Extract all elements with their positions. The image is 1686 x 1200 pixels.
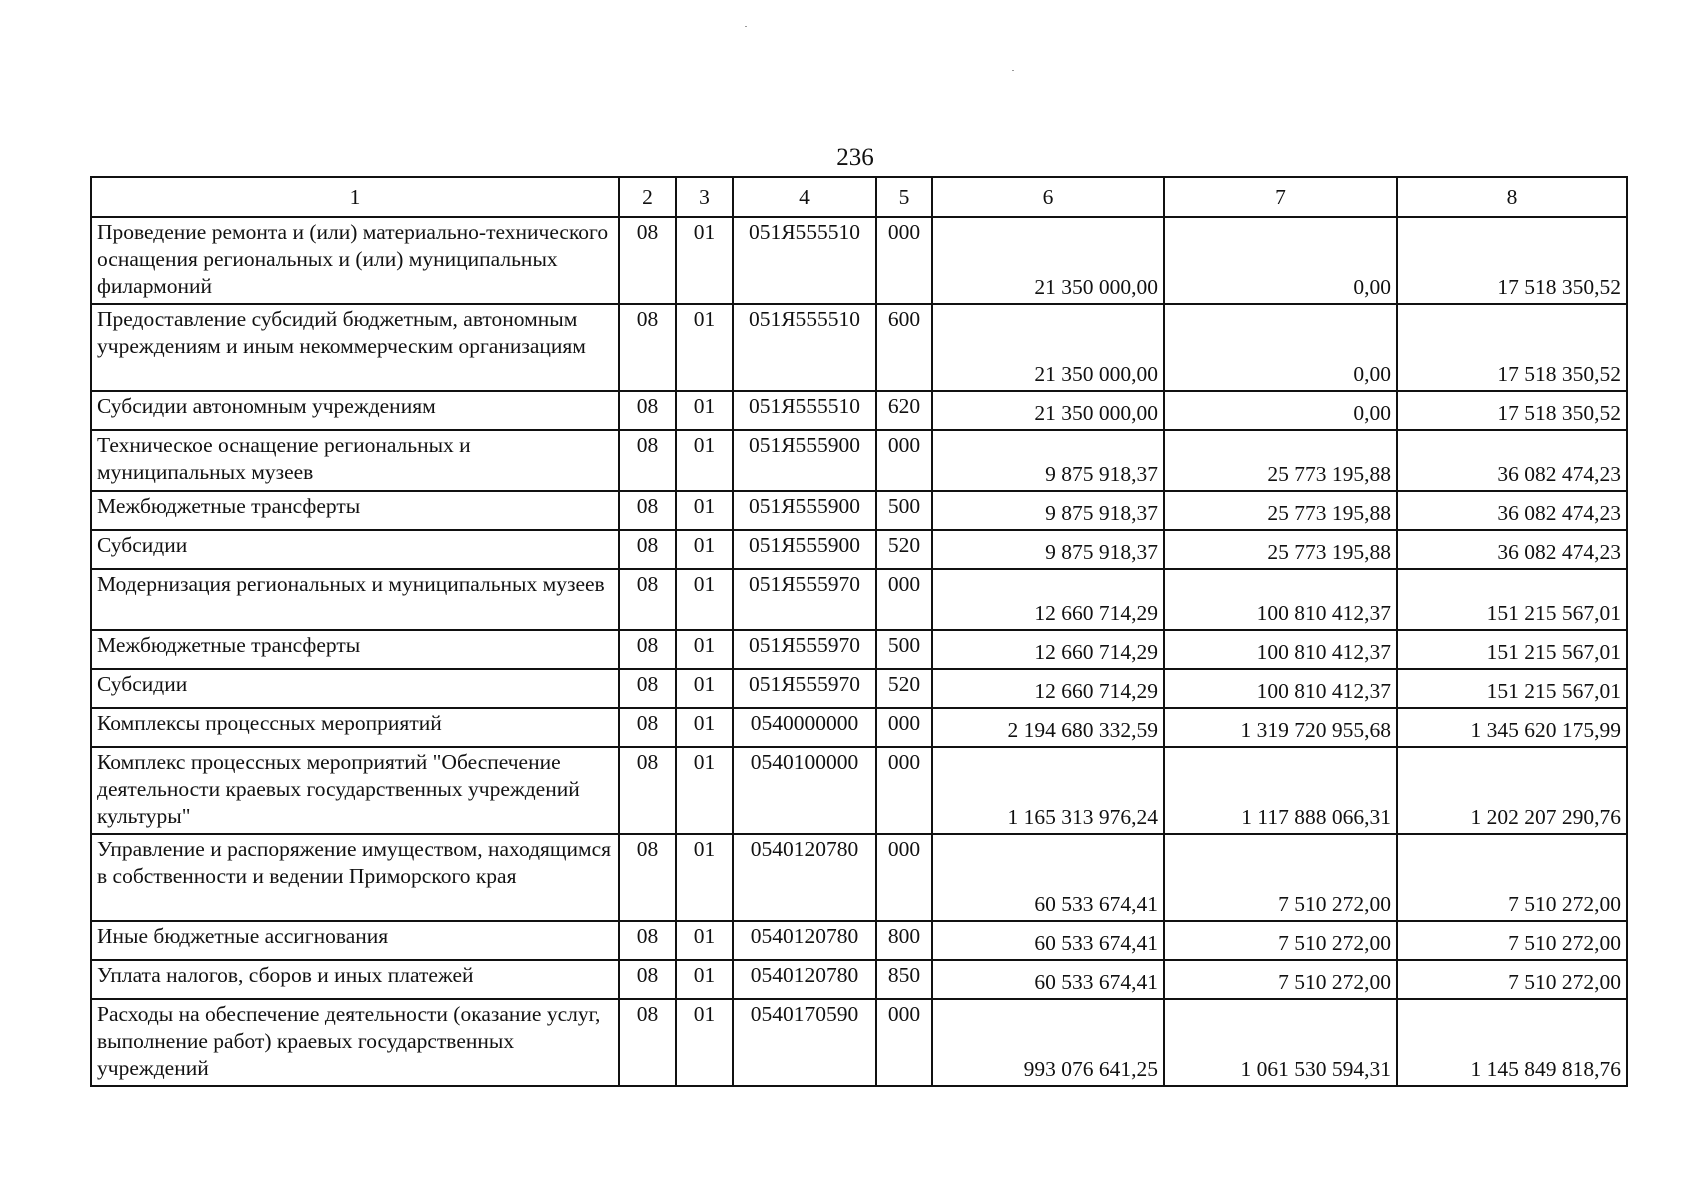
row-expense-type-code: 500 <box>876 630 932 669</box>
row-target-code: 051Я555970 <box>733 669 876 708</box>
row-target-code: 051Я555970 <box>733 569 876 630</box>
row-expense-type-code: 800 <box>876 921 932 960</box>
header-cell-2: 2 <box>619 177 676 217</box>
row-target-code: 051Я555510 <box>733 391 876 430</box>
row-section-code: 08 <box>619 569 676 630</box>
row-section-code: 08 <box>619 921 676 960</box>
row-amount-6: 9 875 918,37 <box>932 530 1164 569</box>
table-row <box>91 999 1627 1086</box>
row-amount-8: 36 082 474,23 <box>1397 530 1627 569</box>
row-name: Субсидии автономным учреждениям <box>91 391 619 430</box>
row-amount-6: 60 533 674,41 <box>932 921 1164 960</box>
row-amount-6: 9 875 918,37 <box>932 430 1164 491</box>
row-amount-8: 17 518 350,52 <box>1397 304 1627 391</box>
row-target-code: 051Я555900 <box>733 430 876 491</box>
row-amount-8: 17 518 350,52 <box>1397 391 1627 430</box>
row-subsection-code: 01 <box>676 999 733 1086</box>
row-expense-type-code: 000 <box>876 834 932 921</box>
header-cell-1: 1 <box>91 177 619 217</box>
row-amount-6: 12 660 714,29 <box>932 569 1164 630</box>
row-section-code: 08 <box>619 999 676 1086</box>
row-target-code: 051Я555900 <box>733 530 876 569</box>
row-name: Комплексы процессных мероприятий <box>91 708 619 747</box>
row-expense-type-code: 000 <box>876 569 932 630</box>
row-amount-8: 36 082 474,23 <box>1397 430 1627 491</box>
row-amount-7: 100 810 412,37 <box>1164 630 1397 669</box>
row-amount-6: 12 660 714,29 <box>932 630 1164 669</box>
header-cell-7: 7 <box>1164 177 1397 217</box>
row-name: Иные бюджетные ассигнования <box>91 921 619 960</box>
table-row <box>91 960 1627 999</box>
row-expense-type-code: 850 <box>876 960 932 999</box>
header-cell-6: 6 <box>932 177 1164 217</box>
row-section-code: 08 <box>619 834 676 921</box>
row-target-code: 051Я555970 <box>733 630 876 669</box>
row-section-code: 08 <box>619 530 676 569</box>
row-expense-type-code: 000 <box>876 708 932 747</box>
table-row <box>91 217 1627 304</box>
row-amount-8: 1 345 620 175,99 <box>1397 708 1627 747</box>
row-subsection-code: 01 <box>676 391 733 430</box>
row-subsection-code: 01 <box>676 747 733 834</box>
table-row <box>91 708 1627 747</box>
table-row <box>91 747 1627 834</box>
row-amount-7: 25 773 195,88 <box>1164 530 1397 569</box>
row-amount-6: 12 660 714,29 <box>932 669 1164 708</box>
header-cell-5: 5 <box>876 177 932 217</box>
scan-speck <box>1012 70 1014 71</box>
row-section-code: 08 <box>619 630 676 669</box>
row-section-code: 08 <box>619 430 676 491</box>
row-amount-6: 9 875 918,37 <box>932 491 1164 530</box>
row-section-code: 08 <box>619 217 676 304</box>
row-amount-6: 60 533 674,41 <box>932 834 1164 921</box>
table-row <box>91 630 1627 669</box>
row-expense-type-code: 000 <box>876 747 932 834</box>
row-expense-type-code: 000 <box>876 217 932 304</box>
row-target-code: 0540000000 <box>733 708 876 747</box>
table-row <box>91 491 1627 530</box>
row-amount-8: 7 510 272,00 <box>1397 921 1627 960</box>
row-amount-7: 1 319 720 955,68 <box>1164 708 1397 747</box>
row-section-code: 08 <box>619 708 676 747</box>
row-amount-7: 1 117 888 066,31 <box>1164 747 1397 834</box>
row-target-code: 0540120780 <box>733 921 876 960</box>
row-subsection-code: 01 <box>676 217 733 304</box>
row-amount-7: 7 510 272,00 <box>1164 834 1397 921</box>
row-target-code: 051Я555510 <box>733 217 876 304</box>
row-expense-type-code: 620 <box>876 391 932 430</box>
row-subsection-code: 01 <box>676 630 733 669</box>
row-amount-7: 7 510 272,00 <box>1164 921 1397 960</box>
row-amount-7: 0,00 <box>1164 391 1397 430</box>
row-amount-6: 1 165 313 976,24 <box>932 747 1164 834</box>
row-name: Техническое оснащение региональных и муниципальных музеев <box>91 430 619 491</box>
row-section-code: 08 <box>619 391 676 430</box>
table-row <box>91 834 1627 921</box>
page-number: 236 <box>836 144 874 171</box>
row-name: Расходы на обеспечение деятельности (оказание услуг, выполнение работ) краевых государственных учреждений <box>91 999 619 1086</box>
row-name: Субсидии <box>91 669 619 708</box>
row-amount-7: 1 061 530 594,31 <box>1164 999 1397 1086</box>
row-subsection-code: 01 <box>676 834 733 921</box>
table-row <box>91 921 1627 960</box>
row-amount-7: 0,00 <box>1164 304 1397 391</box>
row-section-code: 08 <box>619 960 676 999</box>
row-name: Уплата налогов, сборов и иных платежей <box>91 960 619 999</box>
row-subsection-code: 01 <box>676 921 733 960</box>
row-amount-7: 100 810 412,37 <box>1164 569 1397 630</box>
row-amount-6: 21 350 000,00 <box>932 217 1164 304</box>
table-row <box>91 569 1627 630</box>
budget-table <box>90 176 1628 1087</box>
header-row <box>91 177 1627 217</box>
row-name: Модернизация региональных и муниципальных музеев <box>91 569 619 630</box>
row-section-code: 08 <box>619 747 676 834</box>
row-target-code: 051Я555510 <box>733 304 876 391</box>
row-amount-7: 7 510 272,00 <box>1164 960 1397 999</box>
row-name: Межбюджетные трансферты <box>91 630 619 669</box>
row-amount-8: 36 082 474,23 <box>1397 491 1627 530</box>
row-target-code: 0540100000 <box>733 747 876 834</box>
header-cell-3: 3 <box>676 177 733 217</box>
row-amount-8: 151 215 567,01 <box>1397 669 1627 708</box>
row-section-code: 08 <box>619 491 676 530</box>
row-name: Комплекс процессных мероприятий "Обеспечение деятельности краевых государственных учреждений культуры" <box>91 747 619 834</box>
row-target-code: 0540170590 <box>733 999 876 1086</box>
row-amount-8: 151 215 567,01 <box>1397 569 1627 630</box>
row-amount-6: 60 533 674,41 <box>932 960 1164 999</box>
table-row <box>91 669 1627 708</box>
row-name: Предоставление субсидий бюджетным, автономным учреждениям и иным некоммерческим организациям <box>91 304 619 391</box>
row-target-code: 051Я555900 <box>733 491 876 530</box>
row-subsection-code: 01 <box>676 708 733 747</box>
row-amount-6: 993 076 641,25 <box>932 999 1164 1086</box>
row-subsection-code: 01 <box>676 960 733 999</box>
row-section-code: 08 <box>619 669 676 708</box>
row-name: Субсидии <box>91 530 619 569</box>
row-expense-type-code: 500 <box>876 491 932 530</box>
row-amount-8: 151 215 567,01 <box>1397 630 1627 669</box>
row-subsection-code: 01 <box>676 430 733 491</box>
row-amount-6: 21 350 000,00 <box>932 391 1164 430</box>
row-name: Межбюджетные трансферты <box>91 491 619 530</box>
scan-speck <box>745 26 747 27</box>
row-amount-8: 17 518 350,52 <box>1397 217 1627 304</box>
row-subsection-code: 01 <box>676 669 733 708</box>
row-section-code: 08 <box>619 304 676 391</box>
row-subsection-code: 01 <box>676 304 733 391</box>
row-amount-8: 7 510 272,00 <box>1397 960 1627 999</box>
row-subsection-code: 01 <box>676 530 733 569</box>
row-subsection-code: 01 <box>676 491 733 530</box>
row-amount-8: 1 202 207 290,76 <box>1397 747 1627 834</box>
row-name: Управление и распоряжение имуществом, находящимся в собственности и ведении Приморского края <box>91 834 619 921</box>
row-target-code: 0540120780 <box>733 960 876 999</box>
row-amount-7: 100 810 412,37 <box>1164 669 1397 708</box>
row-expense-type-code: 520 <box>876 530 932 569</box>
row-subsection-code: 01 <box>676 569 733 630</box>
row-expense-type-code: 600 <box>876 304 932 391</box>
row-amount-7: 25 773 195,88 <box>1164 491 1397 530</box>
table-row <box>91 304 1627 391</box>
table-row <box>91 530 1627 569</box>
row-amount-7: 25 773 195,88 <box>1164 430 1397 491</box>
header-cell-8: 8 <box>1397 177 1627 217</box>
row-amount-8: 7 510 272,00 <box>1397 834 1627 921</box>
row-name: Проведение ремонта и (или) материально-технического оснащения региональных и (или) муниципальных филармоний <box>91 217 619 304</box>
table-row <box>91 430 1627 491</box>
table-row <box>91 391 1627 430</box>
row-amount-6: 2 194 680 332,59 <box>932 708 1164 747</box>
row-expense-type-code: 000 <box>876 430 932 491</box>
row-amount-6: 21 350 000,00 <box>932 304 1164 391</box>
header-cell-4: 4 <box>733 177 876 217</box>
row-amount-8: 1 145 849 818,76 <box>1397 999 1627 1086</box>
row-expense-type-code: 000 <box>876 999 932 1086</box>
row-amount-7: 0,00 <box>1164 217 1397 304</box>
row-target-code: 0540120780 <box>733 834 876 921</box>
row-expense-type-code: 520 <box>876 669 932 708</box>
